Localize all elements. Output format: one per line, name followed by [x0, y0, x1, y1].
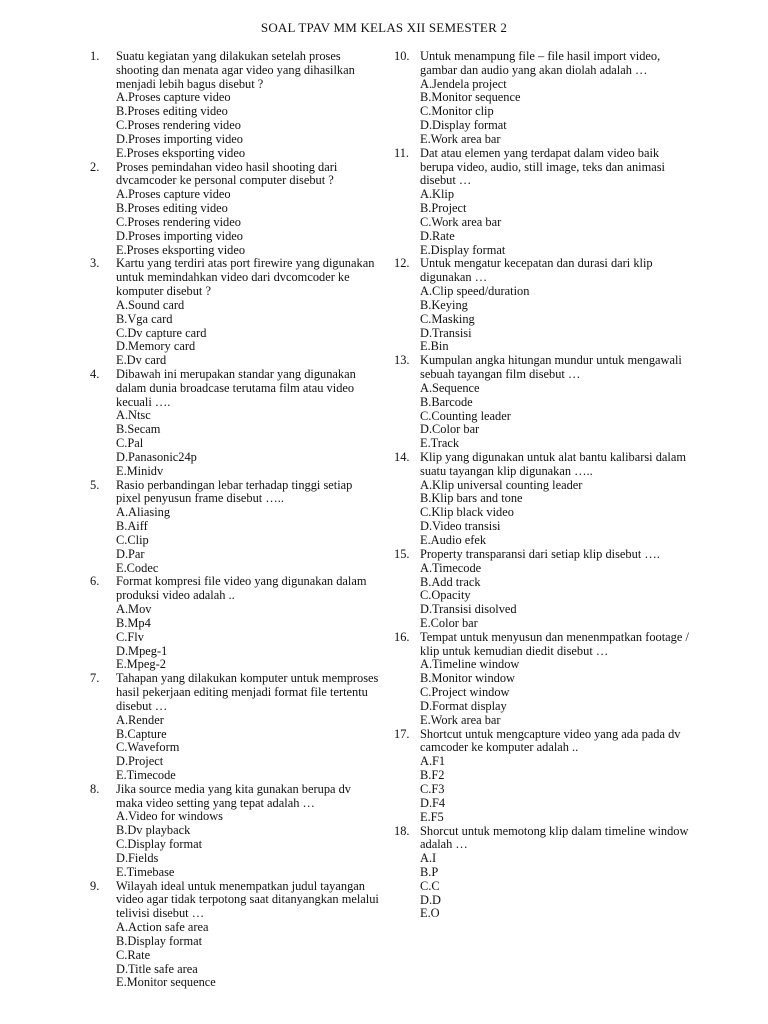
answer-option: A.F1	[420, 754, 446, 769]
question-item	[394, 631, 690, 728]
answer-option: D.Format display	[420, 699, 507, 713]
question-text: Suatu kegiatan yang dilakukan setelah proses shooting dan menata agar video yang dihasilkan menjadi lebih bagus disebut ?	[116, 49, 355, 91]
answer-option: B.Display format	[116, 933, 203, 948]
answer-option: E.Codec	[116, 560, 159, 575]
question-text: Jika source media yang kita gunakan berupa dv maka video setting yang tepat adalah …	[116, 781, 351, 810]
answer-option: A.Clip speed/duration	[420, 284, 530, 299]
question-number: 5.	[90, 477, 100, 492]
answer-option: D.Transisi	[420, 325, 472, 340]
question-body	[116, 368, 380, 479]
question-body	[420, 825, 690, 922]
question-text: Format kompresi file video yang digunakan dalam produksi video adalah ..	[116, 574, 367, 603]
question-number: 8.	[90, 781, 100, 796]
question-body	[116, 880, 380, 991]
answer-option: A.Render	[116, 712, 164, 727]
question-body	[420, 728, 690, 825]
question-body	[420, 631, 690, 728]
question-body	[116, 50, 380, 161]
answer-option: A.Sequence	[420, 380, 480, 395]
question-text: Property transparansi dari setiap klip disebut ….	[420, 546, 660, 561]
answer-option: B.Project	[420, 201, 467, 216]
answer-option: A.Timecode	[420, 560, 482, 575]
answer-option: E.Minidv	[116, 463, 164, 478]
answer-option: B.Vga card	[116, 311, 173, 326]
answer-option: D.Mpeg-1	[116, 643, 168, 658]
question-text: Kumpulan angka hitungan mundur untuk mengawali sebuah tayangan film disebut …	[420, 353, 682, 382]
answer-option: C.Display format	[116, 837, 203, 852]
question-number: 12.	[394, 256, 410, 271]
answer-option: B.F2	[420, 768, 445, 783]
answer-option: A.Proses capture video	[116, 90, 231, 105]
answer-option: C.Dv capture card	[116, 325, 207, 340]
question-item	[90, 479, 380, 576]
answer-option: E.Bin	[420, 339, 449, 354]
question-body	[116, 672, 380, 783]
question-item	[394, 451, 690, 548]
question-body	[116, 257, 380, 368]
answer-option: D.Fields	[116, 851, 159, 865]
answer-option: E.Mpeg-2	[116, 657, 166, 672]
answer-option: E.Audio efek	[420, 533, 487, 548]
answer-option: A.Timeline window	[420, 657, 520, 672]
question-item	[90, 50, 380, 161]
answer-option: D.Proses importing video	[116, 228, 243, 243]
answer-option: B.Secam	[116, 422, 161, 437]
answer-option: D.Project	[116, 754, 164, 769]
answer-option: A.Proses capture video	[116, 187, 231, 202]
answer-option: E.Proses eksporting video	[116, 242, 246, 257]
answer-option: A.Sound card	[116, 297, 185, 312]
question-body	[116, 161, 380, 258]
answer-option: E.Monitor sequence	[116, 975, 216, 990]
question-item	[394, 50, 690, 147]
answer-option: C.Klip black video	[420, 505, 514, 520]
question-text: Shorcut untuk memotong klip dalam timeline window adalah …	[420, 823, 689, 852]
question-number: 4.	[90, 367, 100, 382]
answer-option: A.Klip	[420, 187, 455, 202]
answer-option: C.Waveform	[116, 740, 180, 755]
answer-option: B.Monitor window	[420, 671, 515, 686]
answer-option: B.P	[420, 864, 439, 879]
answer-option: D.Color bar	[420, 422, 480, 437]
question-body	[116, 479, 380, 576]
answer-option: B.Add track	[420, 574, 481, 589]
question-item	[394, 548, 690, 631]
answer-option: B.Proses editing video	[116, 201, 228, 216]
answer-option: E.Dv card	[116, 353, 167, 368]
question-item	[394, 147, 690, 258]
answer-option: C.Work area bar	[420, 214, 502, 229]
answer-option: B.Proses editing video	[116, 104, 228, 119]
answer-option: D.Panasonic24p	[116, 449, 197, 464]
question-number: 17.	[394, 726, 410, 741]
answer-option: E.F5	[420, 809, 444, 824]
answer-option: E.Timebase	[116, 864, 175, 879]
question-text: Wilayah ideal untuk menempatkan judul tayangan video agar tidak terpotong saat ditanyangkan melalui telivisi disebut …	[116, 878, 379, 921]
question-item	[90, 880, 380, 991]
question-item	[394, 354, 690, 451]
question-text: Klip yang digunakan untuk alat bantu kalibarsi dalam suatu tayangan klip digunakan …..	[420, 450, 686, 478]
question-column-left	[90, 50, 380, 990]
question-number: 11.	[394, 145, 410, 160]
answer-option: E.O	[420, 906, 440, 921]
question-number: 18.	[394, 823, 410, 838]
answer-option: D.Video transisi	[420, 519, 501, 534]
question-item	[90, 161, 380, 258]
question-number: 16.	[394, 629, 410, 644]
answer-option: B.Monitor sequence	[420, 90, 521, 105]
answer-option: D.F4	[420, 795, 446, 810]
question-number: 1.	[90, 49, 100, 63]
question-body	[420, 548, 690, 631]
answer-option: B.Barcode	[420, 394, 473, 409]
answer-option: C.C	[420, 878, 440, 893]
answer-option: D.Transisi disolved	[420, 602, 517, 617]
question-body	[420, 354, 690, 451]
question-item	[394, 825, 690, 922]
answer-option: C.Pal	[116, 436, 144, 451]
answer-option: D.Par	[116, 546, 145, 561]
answer-option: D.Rate	[420, 228, 455, 243]
answer-option: C.Counting leader	[420, 408, 511, 423]
answer-option: C.Project window	[420, 685, 510, 700]
question-number: 2.	[90, 159, 100, 174]
answer-option: A.Video for windows	[116, 809, 223, 824]
answer-option: D.Memory card	[116, 339, 196, 354]
answer-option: B.Aiff	[116, 519, 148, 534]
question-text: Tempat untuk menyusun dan menenmpatkan footage / klip untuk kemudian diedit disebut …	[420, 629, 689, 658]
question-item	[90, 257, 380, 368]
answer-option: A.Klip universal counting leader	[420, 477, 583, 492]
answer-option: E.Work area bar	[420, 131, 501, 146]
answer-option: A.Mov	[116, 602, 152, 617]
answer-option: B.Capture	[116, 726, 167, 741]
answer-option: B.Klip bars and tone	[420, 491, 523, 506]
question-number: 9.	[90, 878, 100, 893]
answer-option: A.Jendela project	[420, 76, 507, 91]
answer-option: D.Display format	[420, 118, 507, 133]
answer-option: C.Rate	[116, 947, 151, 962]
answer-option: E.Track	[420, 436, 460, 451]
answer-option: C.Clip	[116, 532, 149, 547]
answer-option: C.Proses rendering video	[116, 118, 241, 133]
answer-option: A.Aliasing	[116, 505, 171, 520]
answer-option: C.Proses rendering video	[116, 214, 241, 229]
question-item	[394, 728, 690, 825]
answer-option: C.F3	[420, 781, 445, 796]
question-number: 13.	[394, 353, 410, 368]
question-number: 14.	[394, 450, 410, 465]
answer-option: E.Proses eksporting video	[116, 145, 246, 160]
question-number: 10.	[394, 49, 410, 63]
question-number: 3.	[90, 256, 100, 271]
answer-option: D.Proses importing video	[116, 131, 243, 146]
question-body	[420, 451, 690, 548]
question-body	[420, 147, 690, 258]
question-column-right	[394, 50, 690, 921]
answer-option: B.Dv playback	[116, 823, 191, 838]
answer-option: E.Timecode	[116, 768, 176, 783]
answer-option: D.Title safe area	[116, 961, 198, 976]
answer-option: D.D	[420, 892, 441, 907]
answer-option: A.I	[420, 851, 437, 866]
question-item	[90, 368, 380, 479]
answer-option: E.Work area bar	[420, 712, 501, 727]
question-text: Untuk mengatur kecepatan dan durasi dari klip digunakan …	[420, 256, 653, 285]
question-body	[116, 575, 380, 672]
question-text: Dibawah ini merupakan standar yang digunakan dalam dunia broadcase terutama film atau video kecuali ….	[116, 367, 356, 409]
answer-option: E.Display format	[420, 242, 506, 257]
answer-option: C.Monitor clip	[420, 104, 494, 119]
question-number: 15.	[394, 546, 410, 561]
question-item	[90, 783, 380, 880]
question-body	[116, 783, 380, 880]
answer-option: E.Color bar	[420, 616, 478, 631]
question-text: Untuk menampung file – file hasil import video, gambar dan audio yang akan diolah adalah …	[420, 49, 661, 77]
question-text: Kartu yang terdiri atas port firewire yang digunakan untuk memindahkan video dari dvcomcoder ke komputer disebut ?	[116, 256, 375, 299]
question-number: 7.	[90, 671, 100, 686]
question-text: Shortcut untuk mengcapture video yang ada pada dv camcoder ke komputer adalah ..	[420, 726, 681, 755]
question-body	[420, 257, 690, 354]
question-body	[420, 50, 690, 147]
answer-option: C.Flv	[116, 629, 144, 644]
question-text: Tahapan yang dilakukan komputer untuk memproses hasil pekerjaan editing menjadi format file tertentu disebut …	[116, 671, 379, 713]
answer-option: B.Keying	[420, 297, 468, 312]
question-text: Dat atau elemen yang terdapat dalam video baik berupa video, audio, still image, teks dan animasi disebut …	[420, 145, 665, 188]
question-item	[90, 672, 380, 783]
answer-option: B.Mp4	[116, 615, 151, 630]
question-item	[90, 575, 380, 672]
page-title: SOAL TPAV MM KELAS XII SEMESTER 2	[260, 20, 508, 35]
question-text: Rasio perbandingan lebar terhadap tinggi setiap pixel penyusun frame disebut …..	[116, 477, 353, 506]
answer-option: A.Action safe area	[116, 920, 209, 935]
answer-option: C.Opacity	[420, 588, 471, 603]
answer-option: C.Masking	[420, 311, 475, 326]
question-number: 6.	[90, 574, 100, 589]
question-text: Proses pemindahan video hasil shooting dari dvcamcoder ke personal computer disebut ?	[116, 159, 338, 188]
answer-option: A.Ntsc	[116, 408, 151, 423]
question-item	[394, 257, 690, 354]
